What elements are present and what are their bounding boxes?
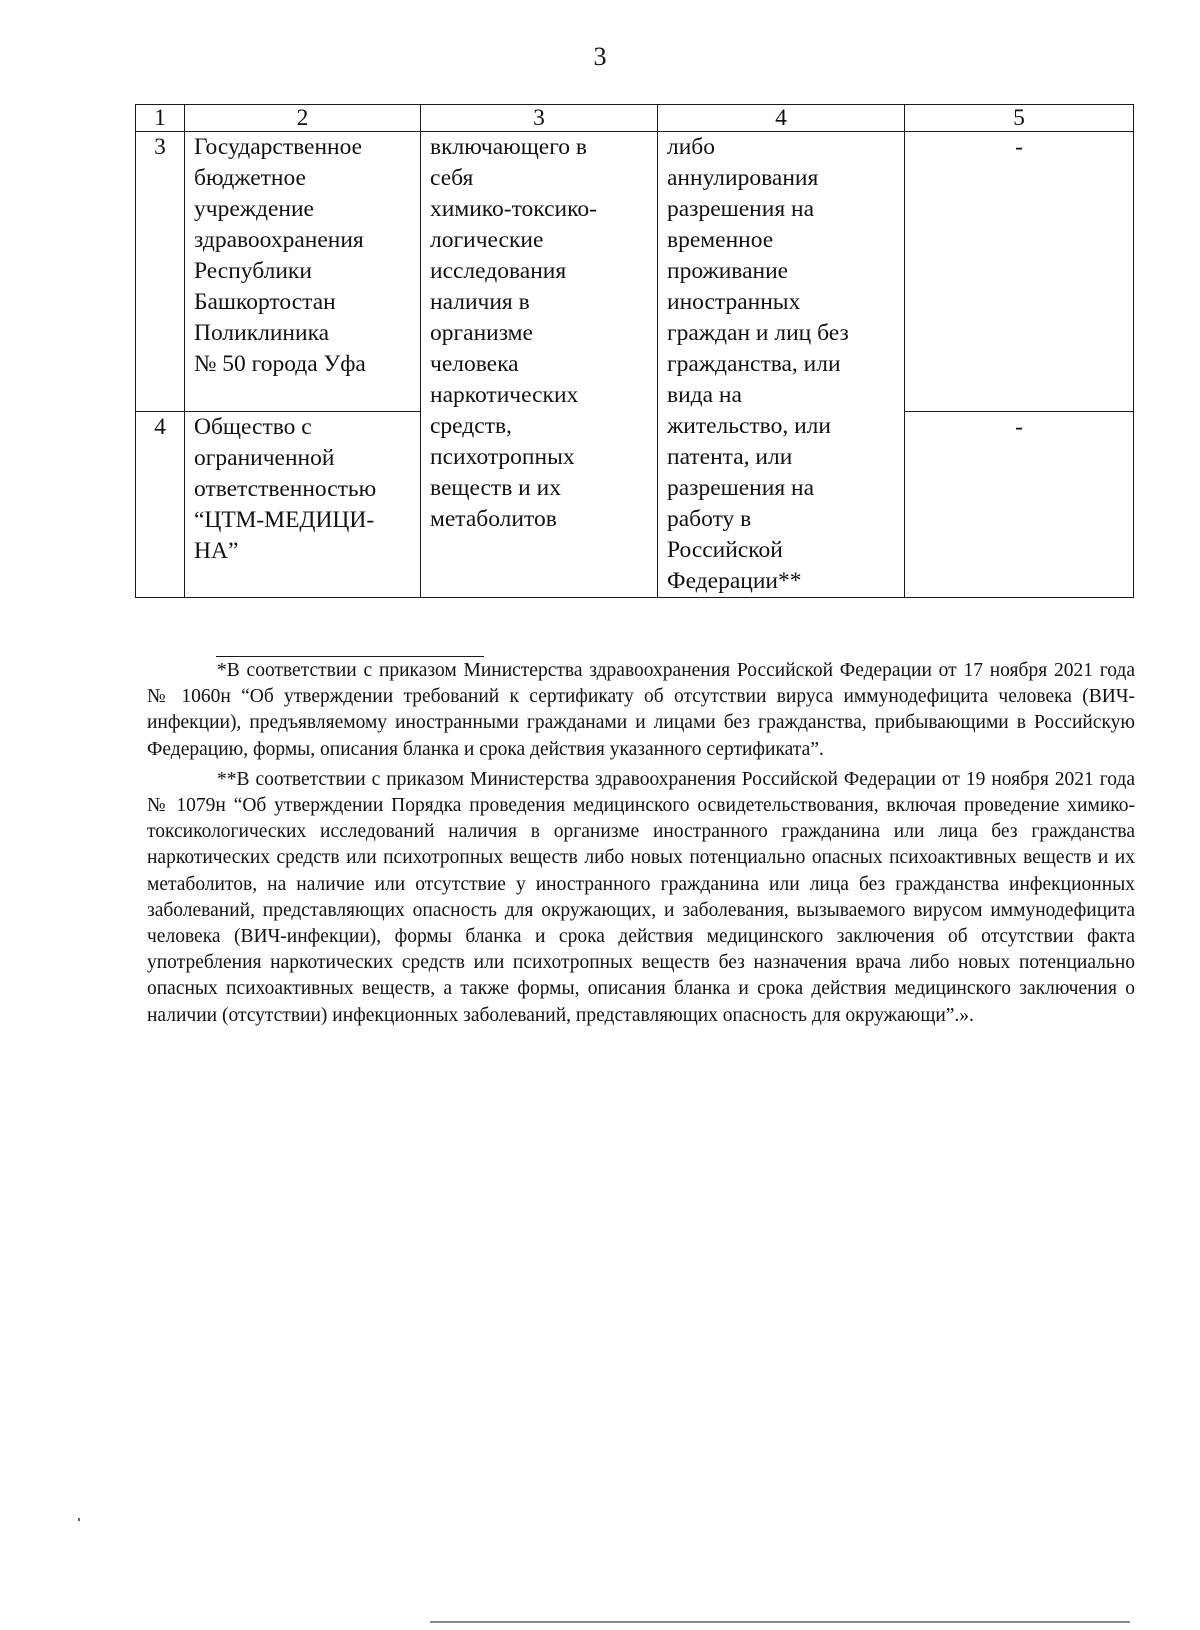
text-line: вида на bbox=[667, 382, 742, 408]
text-line: здравоохранения bbox=[194, 227, 364, 253]
column-5-value: - bbox=[905, 132, 1134, 412]
organization-name bbox=[185, 132, 421, 412]
text-line: наркотических bbox=[430, 382, 579, 408]
scan-artifact bbox=[78, 1518, 80, 1521]
text-line: разрешения на bbox=[667, 196, 815, 222]
text-line: Республики bbox=[194, 258, 312, 284]
column-5-value: - bbox=[905, 412, 1134, 598]
text-line: себя bbox=[430, 165, 474, 191]
text-line: метаболитов bbox=[430, 506, 557, 532]
scan-artifact bbox=[430, 1621, 1130, 1623]
text-line: психотропных bbox=[430, 444, 575, 470]
table-header-row bbox=[136, 105, 1134, 132]
services-table bbox=[135, 104, 1134, 598]
text-line: патента, или bbox=[667, 444, 793, 470]
text-line: Общество с bbox=[194, 414, 312, 440]
text-line: наличия в bbox=[430, 289, 530, 315]
text-line: Государственное bbox=[194, 134, 363, 160]
text-line: гражданства, или bbox=[667, 351, 841, 377]
purpose-description bbox=[658, 132, 905, 598]
organization-name bbox=[185, 412, 421, 598]
column-header: 4 bbox=[658, 105, 905, 132]
text-line: организме bbox=[430, 320, 533, 346]
text-line: средств, bbox=[430, 413, 512, 439]
text-line: аннулирования bbox=[667, 165, 819, 191]
footnote-separator bbox=[216, 656, 484, 657]
text-line: Российской bbox=[667, 537, 783, 563]
text-line: ограниченной bbox=[194, 445, 335, 471]
text-line: либо bbox=[667, 134, 716, 160]
text-line: временное bbox=[667, 227, 774, 253]
text-line: включающего в bbox=[430, 134, 588, 160]
footnotes-section bbox=[147, 658, 1135, 1033]
column-header: 2 bbox=[185, 105, 421, 132]
text-line: работу в bbox=[667, 506, 752, 532]
table-row bbox=[136, 132, 1134, 412]
text-line: логические bbox=[430, 227, 544, 253]
text-line: исследования bbox=[430, 258, 567, 284]
row-number: 4 bbox=[136, 412, 185, 598]
text-line: “ЦТМ-МЕДИЦИ- bbox=[194, 507, 375, 533]
text-line: разрешения на bbox=[667, 475, 815, 501]
text-line: жительство, или bbox=[667, 413, 831, 439]
column-header: 5 bbox=[905, 105, 1134, 132]
text-line: химико-токсико- bbox=[430, 196, 597, 222]
footnote-1: *В соответствии с приказом Министерства здравоохранения Российской Федерации от 17 ноября 2021 года № 1060н “Об утверждении требований к сертификату об отсутствии вируса иммунодефицита человека (ВИЧ-инфекции), предъявляемому иностранными гражданами и лицами без гражданства, прибывающими в Российскую Федерацию, формы, описания бланка и срока действия указанного сертификата”. bbox=[147, 660, 1135, 760]
text-line: веществ и их bbox=[430, 475, 561, 501]
text-line: иностранных bbox=[667, 289, 801, 315]
text-line: ответственностью bbox=[194, 476, 377, 502]
column-header: 3 bbox=[421, 105, 658, 132]
text-line: Башкортостан bbox=[194, 289, 336, 315]
page-number: 3 bbox=[593, 42, 607, 71]
footnote-2: **В соответствии с приказом Министерства здравоохранения Российской Федерации от 19 ноября 2021 года № 1079н “Об утверждении Порядка проведения медицинского освидетельствования, включая проведение химико-токсикологических исследований наличия в организме иностранного гражданина или лица без гражданства наркотических средств или психотропных веществ либо новых потенциально опасных психоактивных веществ и их метаболитов, на наличие или отсутствие у иностранного гражданина или лица без гражданства инфекционных заболеваний, представляющих опасность для окружающих, и заболевания, вызываемого вирусом иммунодефицита человека (ВИЧ-инфекции), формы бланка и срока действия медицинского заключения об отсутствии факта употребления наркотических средств или психотропных веществ без назначения врача либо новых потенциально опасных психоактивных веществ, а также формы, описания бланка и срока действия медицинского заключения о наличии (отсутствии) инфекционных заболеваний, представляющих опасность для окружающи”.». bbox=[147, 768, 1135, 1026]
column-header: 1 bbox=[136, 105, 185, 132]
text-line: учреждение bbox=[194, 196, 314, 222]
text-line: № 50 города Уфа bbox=[194, 351, 366, 377]
row-number: 3 bbox=[136, 132, 185, 412]
text-line: человека bbox=[430, 351, 519, 377]
text-line: бюджетное bbox=[194, 165, 306, 191]
text-line: Федерации** bbox=[667, 568, 802, 594]
text-line: проживание bbox=[667, 258, 789, 284]
service-description bbox=[421, 132, 658, 598]
text-line: Поликлиника bbox=[194, 320, 330, 346]
text-line: НА” bbox=[194, 538, 239, 564]
text-line: граждан и лиц без bbox=[667, 320, 849, 346]
